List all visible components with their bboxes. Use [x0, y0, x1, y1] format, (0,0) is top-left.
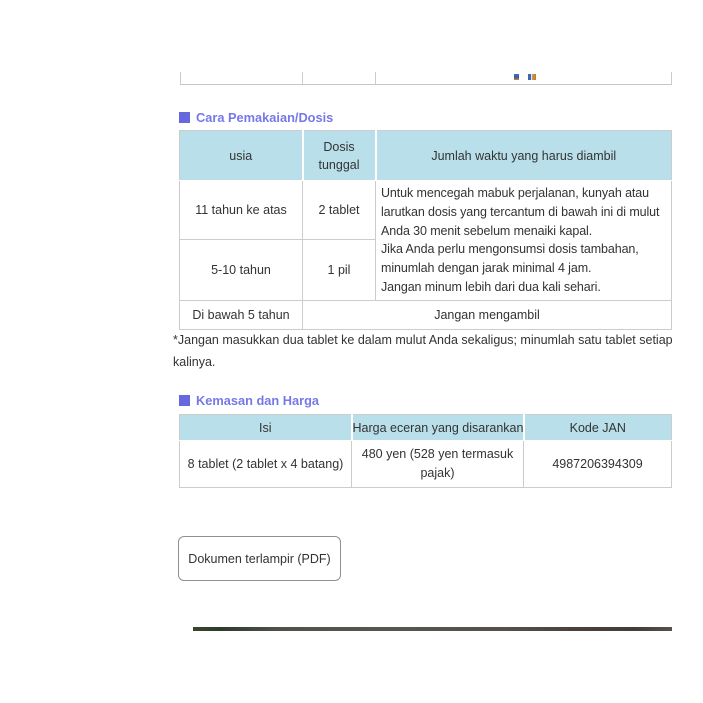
price-cell: 480 yen (528 yen termasuk pajak) [352, 441, 524, 488]
section-bullet-icon [179, 395, 190, 406]
column-header-contents: Isi [180, 415, 352, 441]
table-row [180, 300, 672, 329]
table-row [180, 181, 672, 240]
do-not-take-cell: Jangan mengambil [303, 300, 672, 329]
age-cell: Di bawah 5 tahun [180, 300, 303, 329]
instruction-paragraph: Jangan minum lebih dari dua kali sehari. [381, 279, 601, 294]
footnote-line: kalinya. [173, 355, 216, 369]
instruction-paragraph: Untuk mencegah mabuk perjalanan, kunyah atau larutkan dosis yang tercantum di bawah ini di mulut Anda 30 menit sebelum menaiki kapal. [381, 186, 660, 238]
age-cell: 5-10 tahun [180, 240, 303, 300]
instruction-paragraph: Jika Anda perlu mengonsumsi dosis tambahan, minumlah dengan jarak minimal 4 jam. [381, 242, 639, 276]
cropped-image-top-edge [193, 627, 672, 631]
column-header-price: Harga eceran yang disarankan [352, 415, 524, 441]
jan-code-cell: 4987206394309 [524, 441, 672, 488]
packaging-table [179, 414, 672, 488]
cropped-text-fragment [528, 74, 536, 80]
dosage-section-title: Cara Pemakaian/Dosis [196, 110, 334, 125]
dosage-section-heading [179, 110, 333, 125]
table-row [180, 441, 672, 488]
footnote-line: *Jangan masukkan dua tablet ke dalam mulut Anda sekaligus; minumlah satu tablet setiap [173, 333, 673, 347]
packaging-section-title: Kemasan dan Harga [196, 393, 320, 408]
cropped-text-fragment [514, 74, 519, 80]
section-bullet-icon [179, 112, 190, 123]
dosage-table [179, 130, 672, 330]
column-header-dose: Dosis tunggal [303, 131, 376, 181]
dose-cell: 1 pil [303, 240, 376, 300]
column-header-jan-code: Kode JAN [524, 415, 672, 441]
column-header-age: usia [180, 131, 303, 181]
instructions-cell [376, 181, 672, 301]
dosage-table-header-row [180, 131, 672, 181]
packaging-table-header-row [180, 415, 672, 441]
dose-cell: 2 tablet [303, 181, 376, 240]
packaging-section-heading [179, 393, 319, 408]
dosage-footnote [173, 329, 673, 373]
previous-table-remnant [180, 72, 672, 85]
table-column-divider [302, 72, 303, 84]
column-header-timing: Jumlah waktu yang harus diambil [376, 131, 672, 181]
table-column-divider [375, 72, 376, 84]
attached-document-pdf-button[interactable]: Dokumen terlampir (PDF) [178, 536, 341, 581]
age-cell: 11 tahun ke atas [180, 181, 303, 240]
contents-cell: 8 tablet (2 tablet x 4 batang) [180, 441, 352, 488]
